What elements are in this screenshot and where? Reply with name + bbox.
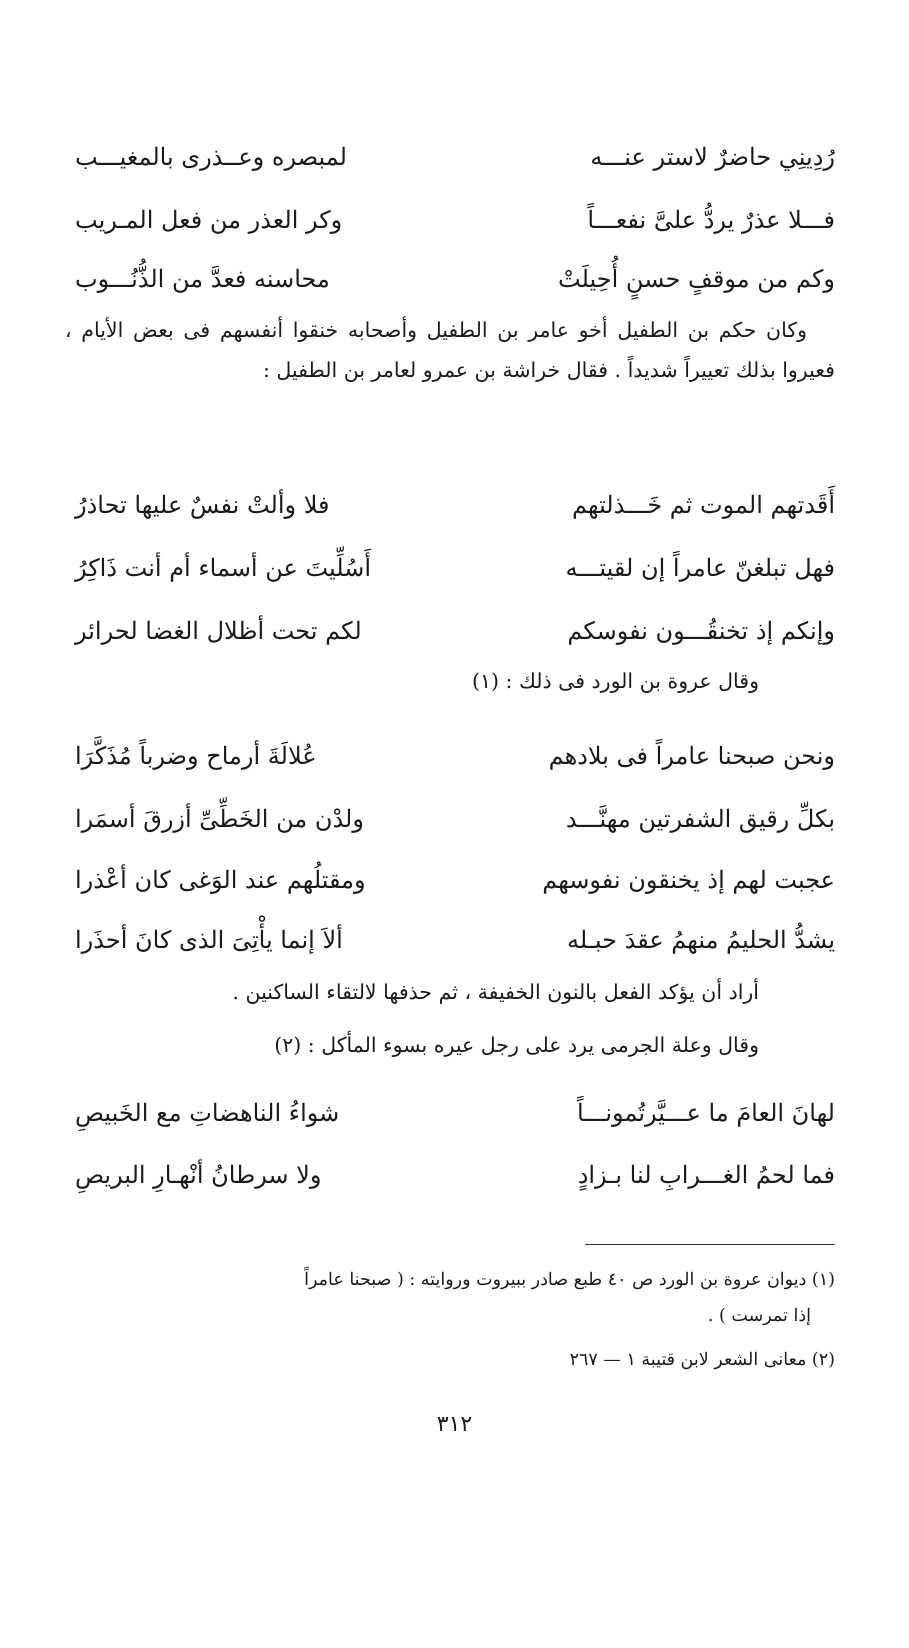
verse-second-hemistich: لمبصره وعــذرى بالمغيـــب <box>75 143 347 171</box>
verse-line <box>75 137 835 177</box>
footnote-1 <box>55 1262 835 1334</box>
verse-line <box>75 548 835 588</box>
verse-line <box>75 611 835 651</box>
verse-second-hemistich: أَسُلِّيتَ عن أسماء أم أنت ذَاكِرُ <box>75 554 371 582</box>
prose-paragraph: وقال وعلة الجرمى يرد على رجل عيره بسوء المأكل : (٢) <box>274 1033 759 1057</box>
verse-second-hemistich: لكم تحت أظلال الغضا لحرائر <box>75 617 362 645</box>
verse-line <box>75 799 835 839</box>
verse-line <box>75 1155 835 1195</box>
verse-line <box>75 485 835 525</box>
verse-second-hemistich: فلا وألتْ نفسٌ عليها تحاذرُ <box>75 491 330 519</box>
verse-first-hemistich: فهل تبلغنّ عامراً إن لقيتـــه <box>565 554 835 582</box>
verse-first-hemistich: وإنكم إذ تخنقُـــون نفوسكم <box>567 617 835 645</box>
verse-second-hemistich: ولا سرطانُ أنْهـارِ البريصِ <box>75 1161 322 1189</box>
verse-second-hemistich: ألاَ إنما يأْتِىَ الذى كانَ أحذَرا <box>75 926 343 954</box>
footnote-rule <box>585 1244 835 1245</box>
verse-line <box>75 259 835 299</box>
verse-line <box>75 860 835 900</box>
verse-first-hemistich: أَقَدتهم الموت ثم خَـــذلتهم <box>572 491 835 519</box>
footnote-line: (١) ديوان عروة بن الورد ص ٤٠ طبع صادر ببيروت وروايته : ( صبحنا عامراً <box>304 1270 835 1290</box>
verse-first-hemistich: لهانَ العامَ ما عـــيَّرتُمونـــاً <box>576 1099 835 1127</box>
verse-second-hemistich: شواءُ الناهضاتِ مع الخَبيصِ <box>75 1099 340 1127</box>
footnote-line: إذا تمرست ) . <box>707 1306 811 1326</box>
prose-paragraph: وكان حكم بن الطفيل أخو عامر بن الطفيل وأصحابه خنقوا أنفسهم فى بعض الأيام ، فعيروا بذلك تعييراً شديداً . فقال خراشة بن عمرو لعامر بن الطفيل : <box>65 318 835 382</box>
verse-first-hemistich: فما لحمُ الغـــرابِ لنا بـزادٍ <box>577 1161 835 1189</box>
page-number: ٣١٢ <box>436 1412 473 1437</box>
verse-line <box>75 1093 835 1133</box>
verse-first-hemistich: يشدُّ الحليمُ منهمُ عقدَ حبـله <box>567 926 835 954</box>
verse-line <box>75 200 835 240</box>
verse-second-hemistich: ولدْن من الخَطِّىِّ أزرقَ أسمَرا <box>75 805 364 833</box>
verse-second-hemistich: محاسنه فعدَّ من الذُّنُـــوب <box>75 265 330 293</box>
verse-first-hemistich: بكلِّ رقيق الشفرتين مهنَّـــد <box>565 805 835 833</box>
verse-first-hemistich: رُدِينِي حاضرٌ لاستر عنـــه <box>590 143 835 171</box>
verse-line <box>75 736 835 776</box>
verse-first-hemistich: وكم من موقفٍ حسنٍ أُحِيلَتْ <box>558 265 835 293</box>
prose-paragraph: وقال عروة بن الورد فى ذلك : (١) <box>472 669 759 693</box>
footnote-2: (٢) معانى الشعر لابن قتيبة ١ — ٢٦٧ <box>569 1350 835 1370</box>
prose-paragraph: أراد أن يؤكد الفعل بالنون الخفيفة ، ثم حذفها لالتقاء الساكنين . <box>232 980 759 1004</box>
verse-second-hemistich: عُلالَةَ أرماح وضرباً مُذَكَّرَا <box>75 742 317 770</box>
verse-second-hemistich: وكر العذر من فعل المـريب <box>75 206 343 234</box>
verse-line <box>75 920 835 960</box>
verse-first-hemistich: ونحن صبحنا عامراً فى بلادهم <box>548 742 835 770</box>
verse-first-hemistich: فـــلا عذرٌ يردُّ علىَّ نفعـــاً <box>587 206 835 234</box>
verse-first-hemistich: عجبت لهم إذ يخنقون نفوسهم <box>542 866 835 894</box>
verse-second-hemistich: ومقتلُهم عند الوَغى كان أعْذرا <box>75 866 366 894</box>
